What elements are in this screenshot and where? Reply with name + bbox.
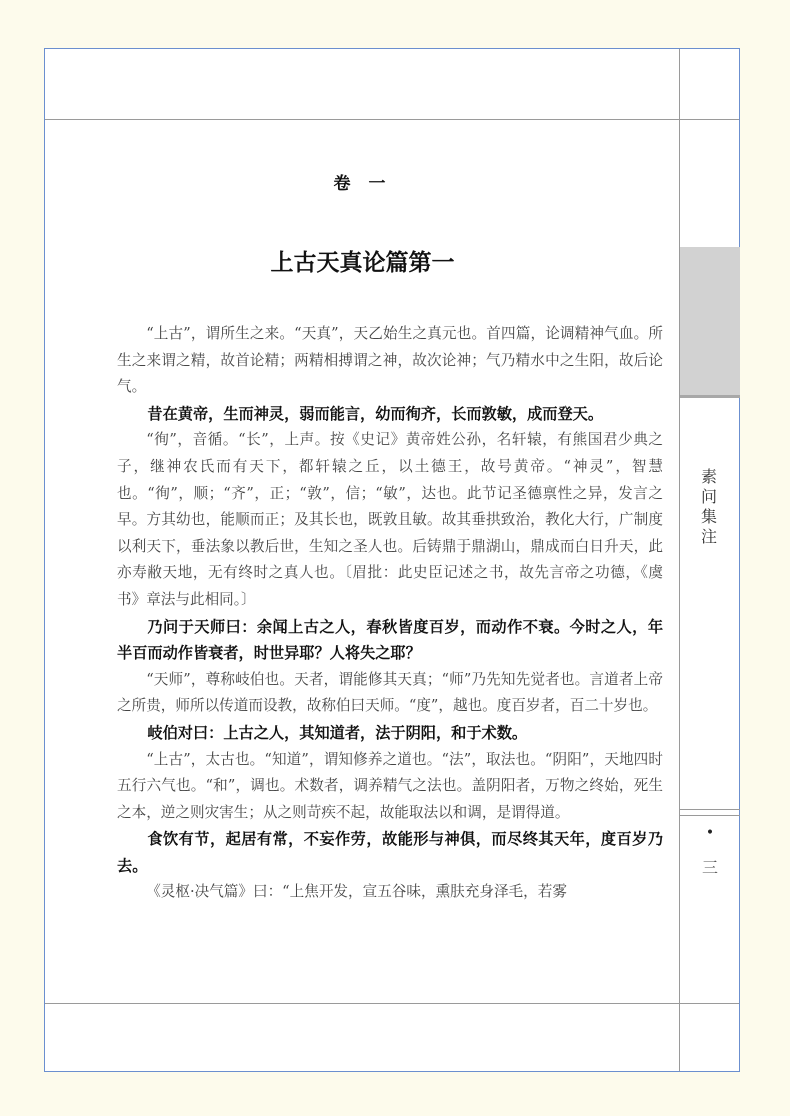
- book-page: [44, 48, 740, 1072]
- chapter-heading: 上古天真论篇第一: [270, 250, 455, 276]
- commentary-paragraph: “上古”，太古也。“知道”，谓知修养之道也。“法”，取法也。“阴阳”，天地四时五行六气也。“和”，调也。术数者，调养精气之法也。盖阴阳者，万物之终始，死生之本，逆之则灾害生；从之则苛疾不起，故能取法以和调，是谓得道。: [117, 750, 663, 821]
- classic-text-paragraph: 乃问于天师曰：余闻上古之人，春秋皆度百岁，而动作不衰。今时之人，年半百而动作皆衰者，时世异耶？人将失之耶？: [117, 617, 663, 663]
- header-rule: [45, 119, 739, 120]
- commentary-paragraph: “天师”，尊称岐伯也。天者，谓能修其天真；“师”乃先知先觉者也。言道者上帝之所贵，师所以传道而设教，故称伯曰天师。“度”，越也。度百岁者，百二十岁也。: [117, 670, 663, 715]
- side-title-char: 素: [700, 467, 719, 486]
- side-tab-block: [680, 247, 740, 398]
- side-book-title: [686, 467, 734, 547]
- classic-text-paragraph: 昔在黄帝，生而神灵，弱而能言，幼而徇齐，长而敦敏，成而登天。: [147, 404, 604, 423]
- side-title-char: 问: [700, 487, 719, 506]
- side-column-rule: [679, 49, 680, 1071]
- commentary-paragraph: 《灵枢·决气篇》曰：“上焦开发，宣五谷味，熏肤充身泽毛，若雾: [146, 883, 567, 901]
- commentary-paragraph: “上古”，谓所生之来。“天真”，天乙始生之真元也。首四篇，论调精神气血。所生之来谓之精，故首论精；两精相搏谓之神，故次论神；气乃精水中之生阳，故后论气。: [117, 325, 663, 396]
- side-dot: •: [705, 825, 715, 841]
- classic-text-paragraph: 食饮有节，起居有常，不妄作劳，故能形与神俱，而尽终其天年，度百岁乃去。: [117, 830, 663, 875]
- body-text: [117, 321, 663, 906]
- volume-heading: 卷 一: [333, 174, 392, 194]
- side-title-char: 注: [700, 527, 719, 546]
- side-rule-lower: [680, 815, 740, 816]
- page-number: 三: [701, 858, 718, 877]
- footer-rule: [45, 1003, 739, 1004]
- commentary-paragraph: “徇”，音循。“长”，上声。按《史记》黄帝姓公孙，名轩辕，有熊国君少典之子，继神农氏而有天下，都轩辕之丘，以土德王，故号黄帝。“神灵”，智慧也。“徇”，顺；“齐”，正；“敦”，信；“敏”，达也。此节记圣德禀性之异，发言之早。方其幼也，能顺而正；及其长也，既敦且敏。故其垂拱致治，教化大行，广制度以利天下，垂法象以教后世，生知之圣人也。后铸鼎于鼎湖山，鼎成而白日升天，此亦寿敝天地，无有终时之真人也。〔眉批：此史臣记述之书，故先言帝之功德，《虞书》章法与此相同。〕: [117, 431, 663, 608]
- side-title-char: 集: [700, 507, 719, 526]
- side-rule-upper: [680, 809, 740, 810]
- classic-text-paragraph: 岐伯对曰：上古之人，其知道者，法于阴阳，和于术数。: [147, 723, 528, 742]
